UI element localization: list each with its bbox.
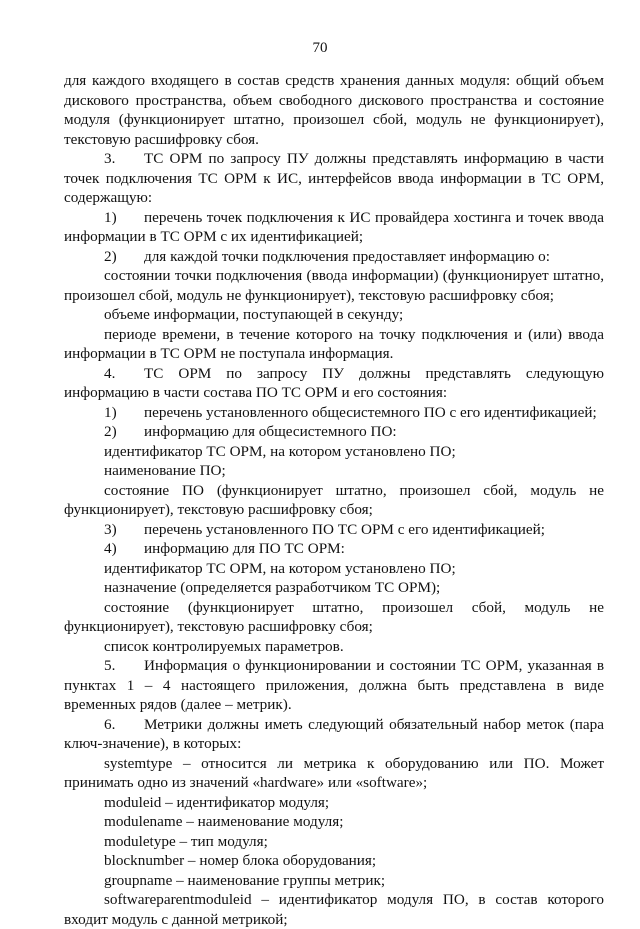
paragraph-text: для каждого входящего в состав средств хранения данных модуля: общий объем дискового пространства, объем свободного дискового пространства и состояние модуля (функционирует штатно, произошел сбой, модуль не функционирует), текстовую расшифровку сбоя. xyxy=(64,72,604,148)
paragraph-number: 2) xyxy=(104,247,117,265)
paragraph-text: идентификатор ТС ОРМ, на котором установлено ПО; xyxy=(104,442,456,460)
paragraph-text: перечень установленного общесистемного ПО с его идентификацией; xyxy=(144,403,597,421)
paragraph-text: moduletype – тип модуля; xyxy=(104,832,268,850)
paragraph xyxy=(64,539,604,559)
paragraph-text: moduleid – идентификатор модуля; xyxy=(104,793,330,811)
paragraph-text: периоде времени, в течение которого на точку подключения и (или) ввода информации в ТС ОРМ не поступала информация. xyxy=(64,325,604,362)
paragraph xyxy=(64,520,604,540)
paragraph xyxy=(64,890,604,929)
paragraph-number: 3) xyxy=(104,520,117,538)
paragraph-text: наименование ПО; xyxy=(104,462,226,479)
paragraph xyxy=(64,598,604,637)
paragraph-text: состояние (функционирует штатно, произошел сбой, модуль не функционирует), текстовую расшифровку сбоя; xyxy=(64,598,604,635)
paragraph-number: 4. xyxy=(104,364,116,382)
paragraph xyxy=(64,637,604,657)
paragraph-number: 1) xyxy=(104,403,117,421)
paragraph xyxy=(64,871,604,891)
paragraph-number: 3. xyxy=(104,150,116,167)
paragraph-text: для каждой точки подключения предоставляет информацию о: xyxy=(144,247,550,265)
paragraph-text: состоянии точки подключения (ввода информации) (функционирует штатно, произошел сбой, модуль не функционирует), текстовую расшифровку сбоя; xyxy=(64,267,604,304)
paragraph-number: 4) xyxy=(104,540,117,557)
paragraph-text: softwareparentmoduleid – идентификатор модуля ПО, в состав которого входит модуль с данной метрикой; xyxy=(64,891,604,928)
paragraph-number: 6. xyxy=(104,715,116,733)
paragraph-text: объеме информации, поступающей в секунду; xyxy=(104,306,404,323)
paragraph-number: 2) xyxy=(104,423,117,440)
paragraph xyxy=(64,403,604,423)
paragraph-text: перечень установленного ПО ТС ОРМ с его идентификацией; xyxy=(144,520,545,538)
paragraph xyxy=(64,422,604,442)
paragraph-text: состояние ПО (функционирует штатно, произошел сбой, модуль не функционирует), текстовую расшифровку сбоя; xyxy=(64,481,604,518)
paragraph-text: информацию для ПО ТС ОРМ: xyxy=(144,540,345,557)
paragraph xyxy=(64,461,604,481)
paragraph xyxy=(64,442,604,462)
paragraph xyxy=(64,715,604,754)
paragraph xyxy=(64,305,604,325)
document-body xyxy=(64,71,604,929)
paragraph-text: список контролируемых параметров. xyxy=(104,637,344,655)
paragraph xyxy=(64,71,604,149)
paragraph-number: 1) xyxy=(104,208,117,226)
paragraph-text: systemtype – относится ли метрика к оборудованию или ПО. Может принимать одно из значений «hardware» или «software»; xyxy=(64,754,604,791)
paragraph xyxy=(64,325,604,364)
paragraph-text: Метрики должны иметь следующий обязательный набор меток (пара ключ-значение), в которых: xyxy=(64,715,604,752)
paragraph-text: идентификатор ТС ОРМ, на котором установлено ПО; xyxy=(104,559,456,577)
paragraph-text: информацию для общесистемного ПО: xyxy=(144,423,397,440)
page-number: 70 xyxy=(312,40,328,56)
paragraph xyxy=(64,247,604,267)
paragraph-text: ТС ОРМ по запросу ПУ должны представлять информацию в части точек подключения ТС ОРМ к ИС, интерфейсов ввода информации в ТС ОРМ, содержащую: xyxy=(64,150,604,206)
paragraph-text: ТС ОРМ по запросу ПУ должны представлять следующую информацию в части состава ПО ТС ОРМ и его состояния: xyxy=(64,364,604,401)
paragraph xyxy=(64,149,604,208)
paragraph xyxy=(64,656,604,715)
paragraph xyxy=(64,793,604,813)
paragraph-text: blocknumber – номер блока оборудования; xyxy=(104,852,377,869)
paragraph-text: перечень точек подключения к ИС провайдера хостинга и точек ввода информации в ТС ОРМ с их идентификацией; xyxy=(64,208,604,245)
paragraph-text: назначение (определяется разработчиком ТС ОРМ); xyxy=(104,579,441,596)
paragraph-text: modulename – наименование модуля; xyxy=(104,813,344,830)
paragraph xyxy=(64,208,604,247)
paragraph-text: Информация о функционировании и состоянии ТС ОРМ, указанная в пунктах 1 – 4 настоящего приложения, должна быть представлена в виде временных рядов (далее – метрик). xyxy=(64,657,604,713)
paragraph xyxy=(64,754,604,793)
paragraph-number: 5. xyxy=(104,657,116,674)
paragraph xyxy=(64,812,604,832)
paragraph-text: groupname – наименование группы метрик; xyxy=(104,871,386,889)
paragraph xyxy=(64,364,604,403)
paragraph xyxy=(64,266,604,305)
paragraph xyxy=(64,481,604,520)
paragraph xyxy=(64,559,604,579)
paragraph xyxy=(64,851,604,871)
paragraph xyxy=(64,578,604,598)
paragraph xyxy=(64,832,604,852)
